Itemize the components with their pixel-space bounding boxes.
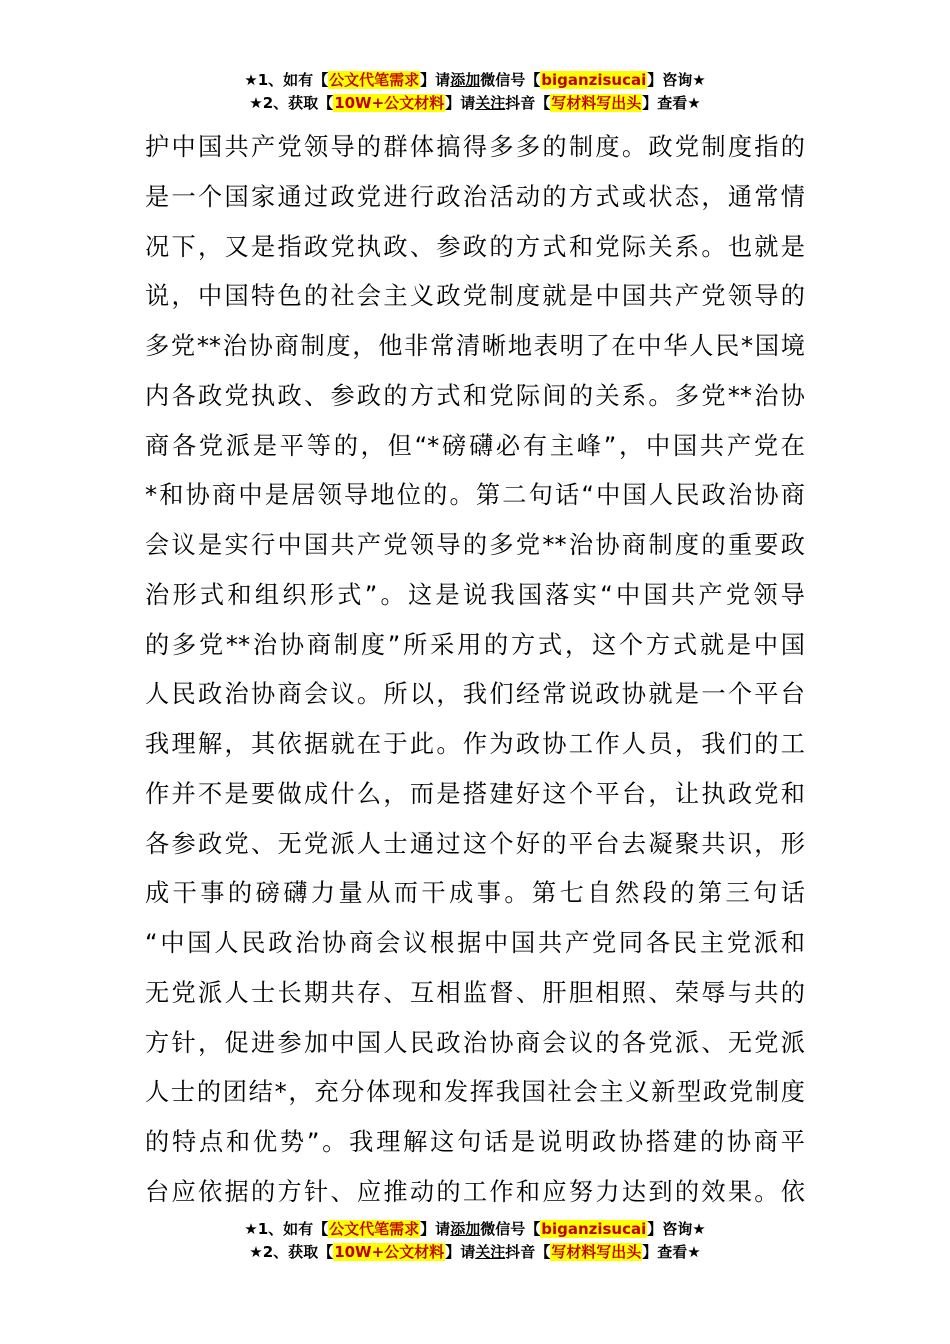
body-line: 作并不是要做成什么，而是搭建好这个平台，让执政党和 (145, 779, 805, 808)
body-line: 说，中国特色的社会主义政党制度就是中国共产党领导的 (145, 282, 805, 311)
body-line: 多党**治协商制度，他非常清晰地表明了在中华人民*国境 (145, 332, 805, 360)
highlight-materials: 10W+公文材料 (334, 1243, 445, 1261)
highlight-douyin-account: 写材料写出头 (551, 94, 642, 112)
highlight-wechat-id: biganzisucai (541, 71, 647, 89)
footer-banner (0, 1218, 950, 1264)
banner-text: 微信号【 (480, 1220, 541, 1238)
body-line: *和协商中是居领导地位的。第二句话“中国人民政治协商 (145, 481, 805, 510)
body-line: 我理解，其依据就在于此。作为政协工作人员，我们的工 (145, 730, 805, 758)
underlined-follow: 关注 (475, 1243, 506, 1261)
body-line: 方针，促进参加中国人民政治协商会议的各党派、无党派 (145, 1028, 805, 1057)
banner-text: ★2、获取【 (249, 94, 334, 112)
banner-text: 】请 (420, 1220, 451, 1238)
banner-line-2 (0, 92, 950, 115)
body-line: 无党派人士长期共存、互相监督、肝胆相照、荣辱与共的 (145, 978, 805, 1007)
banner-text: 】请 (445, 1243, 476, 1261)
header-banner (0, 69, 950, 115)
body-line: 内各政党执政、参政的方式和党际间的关系。多党**治协 (145, 381, 805, 410)
highlight-wechat-id: biganzisucai (541, 1220, 647, 1238)
banner-text: 】查看★ (642, 1243, 701, 1261)
banner-text: 抖音【 (505, 94, 551, 112)
body-line: 台应依据的方针、应推动的工作和应努力达到的效果。依 (145, 1177, 805, 1206)
highlight-douyin-account: 写材料写出头 (551, 1243, 642, 1261)
body-line: 人民政治协商会议。所以，我们经常说政协就是一个平台 (145, 680, 805, 709)
body-line: 成干事的磅礴力量从而干成事。第七自然段的第三句话 (145, 879, 805, 908)
underlined-add: 添加 (450, 71, 481, 89)
body-line: 人士的团结*，充分体现和发挥我国社会主义新型政党制度 (145, 1078, 805, 1107)
body-line: 商各党派是平等的，但“*磅礴必有主峰”，中国共产党在 (145, 431, 805, 460)
highlight-service: 公文代笔需求 (329, 1220, 420, 1238)
banner-text: ★2、获取【 (249, 1243, 334, 1261)
banner-text: ★1、如有【 (244, 71, 329, 89)
banner-text: 】咨询★ (647, 1220, 706, 1238)
banner-line-1 (0, 1218, 950, 1241)
body-line: 治形式和组织形式”。这是说我国落实“中国共产党领导 (145, 580, 805, 609)
banner-line-2 (0, 1241, 950, 1264)
banner-text: 】查看★ (642, 94, 701, 112)
document-body (145, 123, 805, 1218)
banner-text: ★1、如有【 (244, 1220, 329, 1238)
body-line: 护中国共产党领导的群体搞得多多的制度。政党制度指的 (145, 133, 805, 161)
body-line: 会议是实行中国共产党领导的多党**治协商制度的重要政 (145, 531, 805, 559)
highlight-service: 公文代笔需求 (329, 71, 420, 89)
body-line: “中国人民政治协商会议根据中国共产党同各民主党派和 (145, 929, 805, 957)
banner-text: 】请 (420, 71, 451, 89)
body-line: 的多党**治协商制度”所采用的方式，这个方式就是中国 (145, 630, 805, 659)
banner-line-1 (0, 69, 950, 92)
banner-text: 抖音【 (505, 1243, 551, 1261)
banner-text: 】咨询★ (647, 71, 706, 89)
body-line: 况下，又是指政党执政、参政的方式和党际关系。也就是 (145, 232, 805, 261)
body-line: 是一个国家通过政党进行政治活动的方式或状态，通常情 (145, 182, 805, 211)
banner-text: 微信号【 (480, 71, 541, 89)
underlined-add: 添加 (450, 1220, 481, 1238)
body-line: 各参政党、无党派人士通过这个好的平台去凝聚共识，形 (145, 829, 805, 858)
banner-text: 】请 (445, 94, 476, 112)
highlight-materials: 10W+公文材料 (334, 94, 445, 112)
body-line: 的特点和优势”。我理解这句话是说明政协搭建的协商平 (145, 1128, 805, 1156)
underlined-follow: 关注 (475, 94, 506, 112)
